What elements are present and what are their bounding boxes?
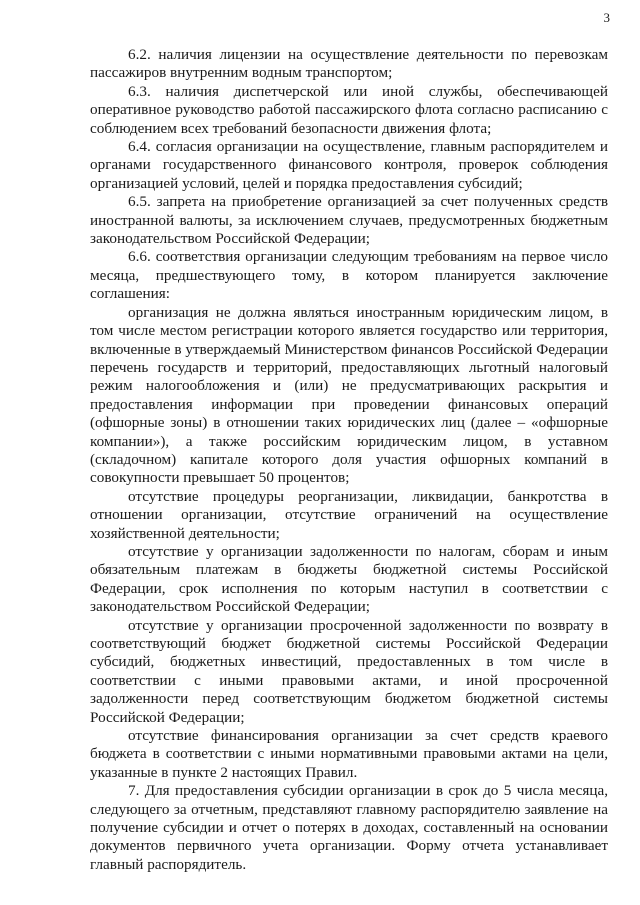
requirement-no-other-funding: отсутствие финансирования организации за счет средств краевого бюджета в соответствии с иными нормативными правовыми актами на цели, указанные в пункте 2 настоящих Правил.	[90, 727, 608, 781]
paragraph-6-6: 6.6. соответствия организации следующим требованиям на первое число месяца, предшествующего тому, в котором планируется заключение соглашения:	[90, 248, 608, 303]
document-body	[90, 46, 608, 874]
page-number: 3	[603, 10, 610, 25]
paragraph-6-2: 6.2. наличия лицензии на осуществление деятельности по перевозкам пассажиров внутренним водным транспортом;	[90, 46, 608, 82]
requirement-not-foreign-entity: организация не должна являться иностранным юридическим лицом, в том числе местом регистрации которого является государство или территория, включенные в утверждаемый Министерством финансов Российской Федерации перечень государств и территорий, предоставляющих льготный налоговый режим налогообложения и (или) не предусматривающих раскрытия и предоставления информации при проведении финансовых операций (офшорные зоны) в отношении таких юридических лиц (далее – «офшорные компании»), а также российским юридическим лицом, в уставном (складочном) капитале которого доля участия офшорных компаний в совокупности превышает 50 процентов;	[90, 303, 608, 487]
requirement-no-tax-debt: отсутствие у организации задолженности по налогам, сборам и иным обязательным платежам в бюджеты бюджетной системы Российской Федерации, срок исполнения по которым наступил в соответствии с законодательством Российской Федерации;	[90, 542, 608, 616]
paragraph-6-3: 6.3. наличия диспетчерской или иной службы, обеспечивающей оперативное руководство работой пассажирского флота согласно расписанию с соблюдением всех требований безопасности движения флота;	[90, 82, 608, 137]
paragraph-6-5: 6.5. запрета на приобретение организацией за счет полученных средств иностранной валюты, за исключением случаев, предусмотренных бюджетным законодательством Российской Федерации;	[90, 193, 608, 248]
requirement-no-reorganization: отсутствие процедуры реорганизации, ликвидации, банкротства в отношении организации, отсутствие ограничений на осуществление хозяйственной деятельности;	[90, 487, 608, 542]
paragraph-6-4: 6.4. согласия организации на осуществление, главным распорядителем и органами государственного финансового контроля, проверок соблюдения организацией условий, целей и порядка предоставления субсидий;	[90, 138, 608, 192]
requirement-no-overdue-debt: отсутствие у организации просроченной задолженности по возврату в соответствующий бюджет бюджетной системы Российской Федерации субсидий, бюджетных инвестиций, предоставленных в том числе в соответствии с иными правовыми актами, и иной просроченной задолженности перед соответствующим бюджетом бюджетной системы Российской Федерации;	[90, 616, 608, 726]
paragraph-7: 7. Для предоставления субсидии организации в срок до 5 числа месяца, следующего за отчетным, представляют главному распорядителю заявление на получение субсидии и отчет о потерях в доходах, составленный на основании документов первичного учета организации. Форму отчета устанавливает главный распорядитель.	[90, 782, 608, 873]
